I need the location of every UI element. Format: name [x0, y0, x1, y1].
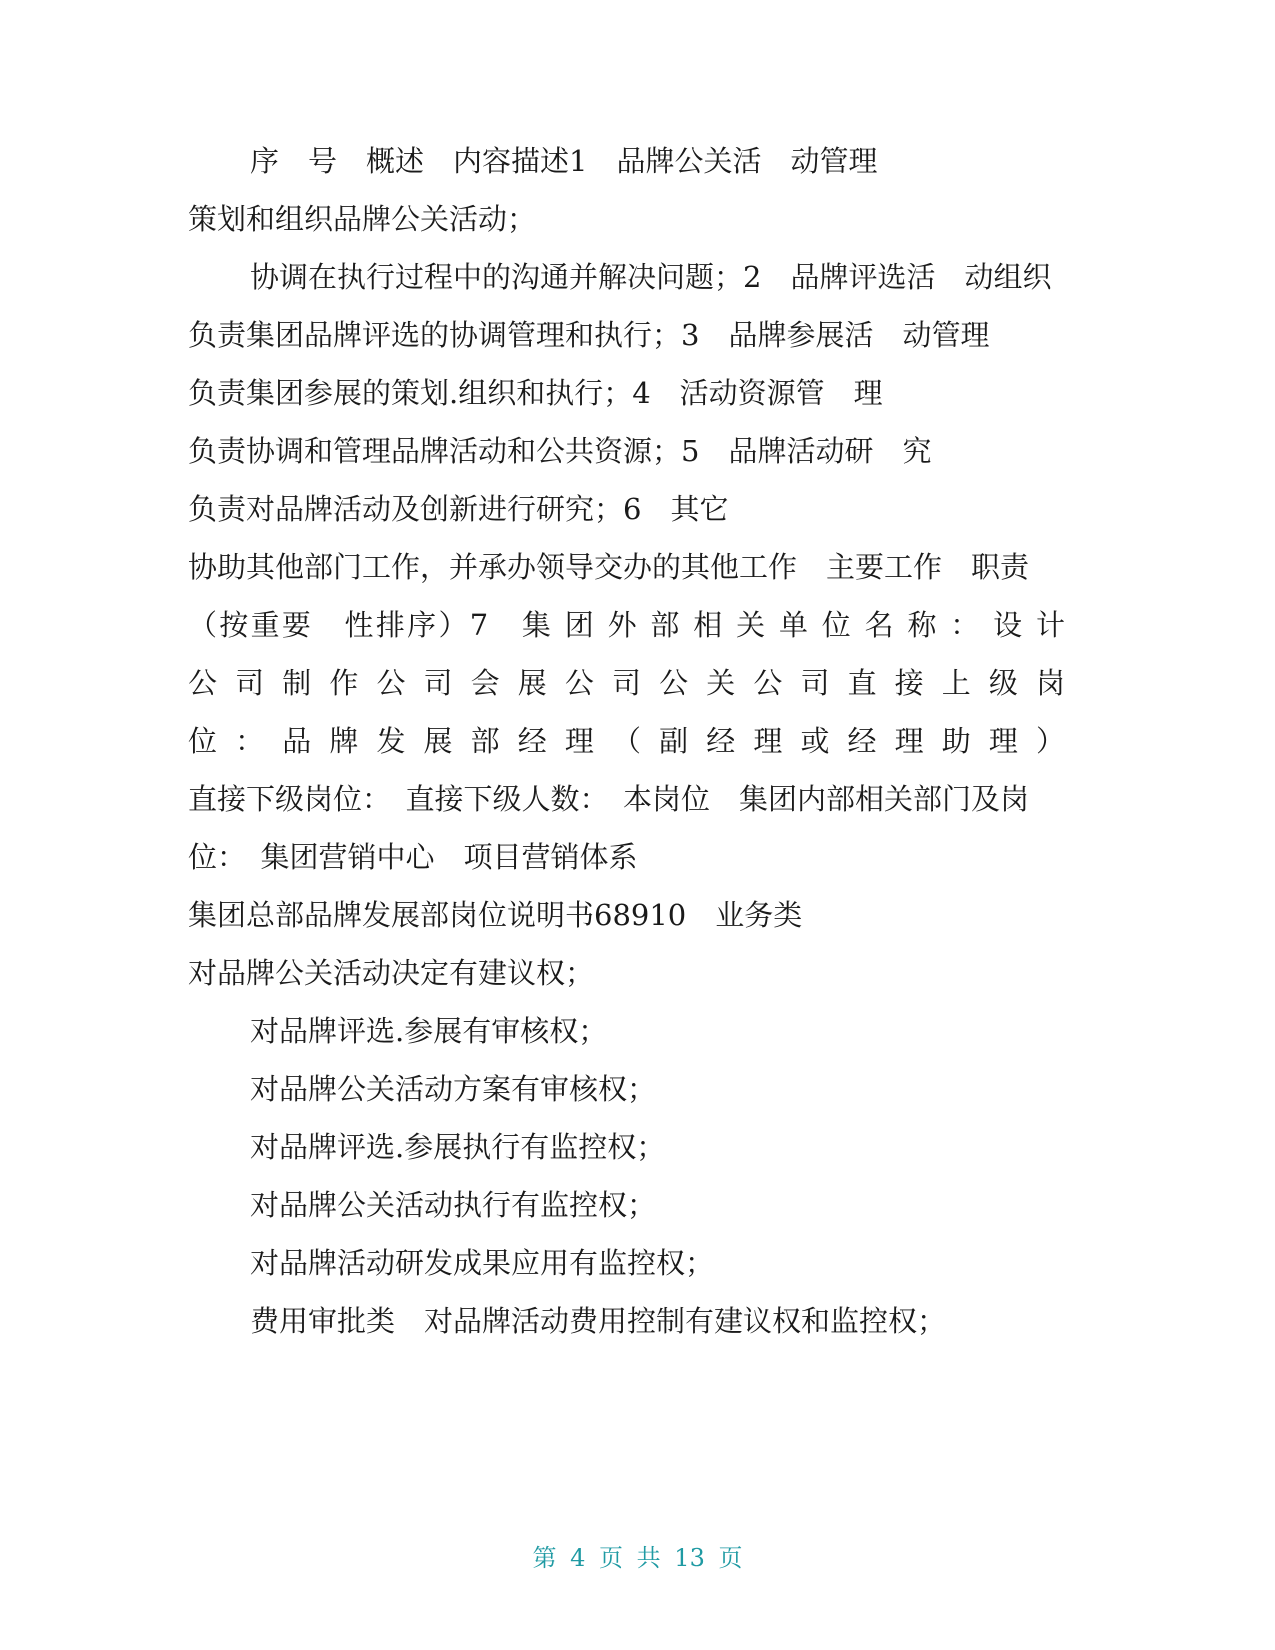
text-line-1: 序 号 概述 内容描述1 品牌公关活 动管理	[250, 144, 878, 178]
text-line-18: 对品牌评选.参展执行有监控权；	[250, 1130, 666, 1164]
text-line-14: 集团总部品牌发展部岗位说明书68910 业务类	[188, 898, 803, 932]
text-line-8: 协助其他部门工作，并承办领导交办的其他工作 主要工作 职责	[188, 550, 1030, 584]
text-line-17: 对品牌公关活动方案有审核权；	[250, 1072, 657, 1106]
text-line-5: 负责集团参展的策划.组织和执行；4 活动资源管 理	[188, 376, 883, 410]
text-line-16: 对品牌评选.参展有审核权；	[250, 1014, 608, 1048]
text-line-20: 对品牌活动研发成果应用有监控权；	[250, 1246, 715, 1280]
text-line-21: 费用审批类 对品牌活动费用控制有建议权和监控权；	[250, 1304, 947, 1338]
text-line-10: 公 司 制 作 公 司 会 展 公 司 公 关 公 司 直 接 上 级 岗	[188, 666, 1065, 700]
text-line-3: 协调在执行过程中的沟通并解决问题；2 品牌评选活 动组织	[250, 260, 1052, 294]
text-line-2: 策划和组织品牌公关活动；	[188, 202, 537, 236]
text-line-11: 位 ： 品 牌 发 展 部 经 理 （ 副 经 理 或 经 理 助 理 ）	[188, 724, 1065, 758]
text-line-6: 负责协调和管理品牌活动和公共资源；5 品牌活动研 究	[188, 434, 932, 468]
text-line-15: 对品牌公关活动决定有建议权；	[188, 956, 595, 990]
text-line-9: （按重要 性排序）7 集 团 外 部 相 关 单 位 名 称 ： 设 计	[188, 608, 1065, 642]
text-line-19: 对品牌公关活动执行有监控权；	[250, 1188, 657, 1222]
text-line-7: 负责对品牌活动及创新进行研究；6 其它	[188, 492, 729, 526]
page-number-footer: 第 4 页 共 13 页	[532, 1544, 743, 1572]
text-line-13: 位： 集团营销中心 项目营销体系	[188, 840, 638, 874]
text-line-4: 负责集团品牌评选的协调管理和执行；3 品牌参展活 动管理	[188, 318, 990, 352]
text-line-12: 直接下级岗位： 直接下级人数： 本岗位 集团内部相关部门及岗	[188, 782, 1030, 816]
